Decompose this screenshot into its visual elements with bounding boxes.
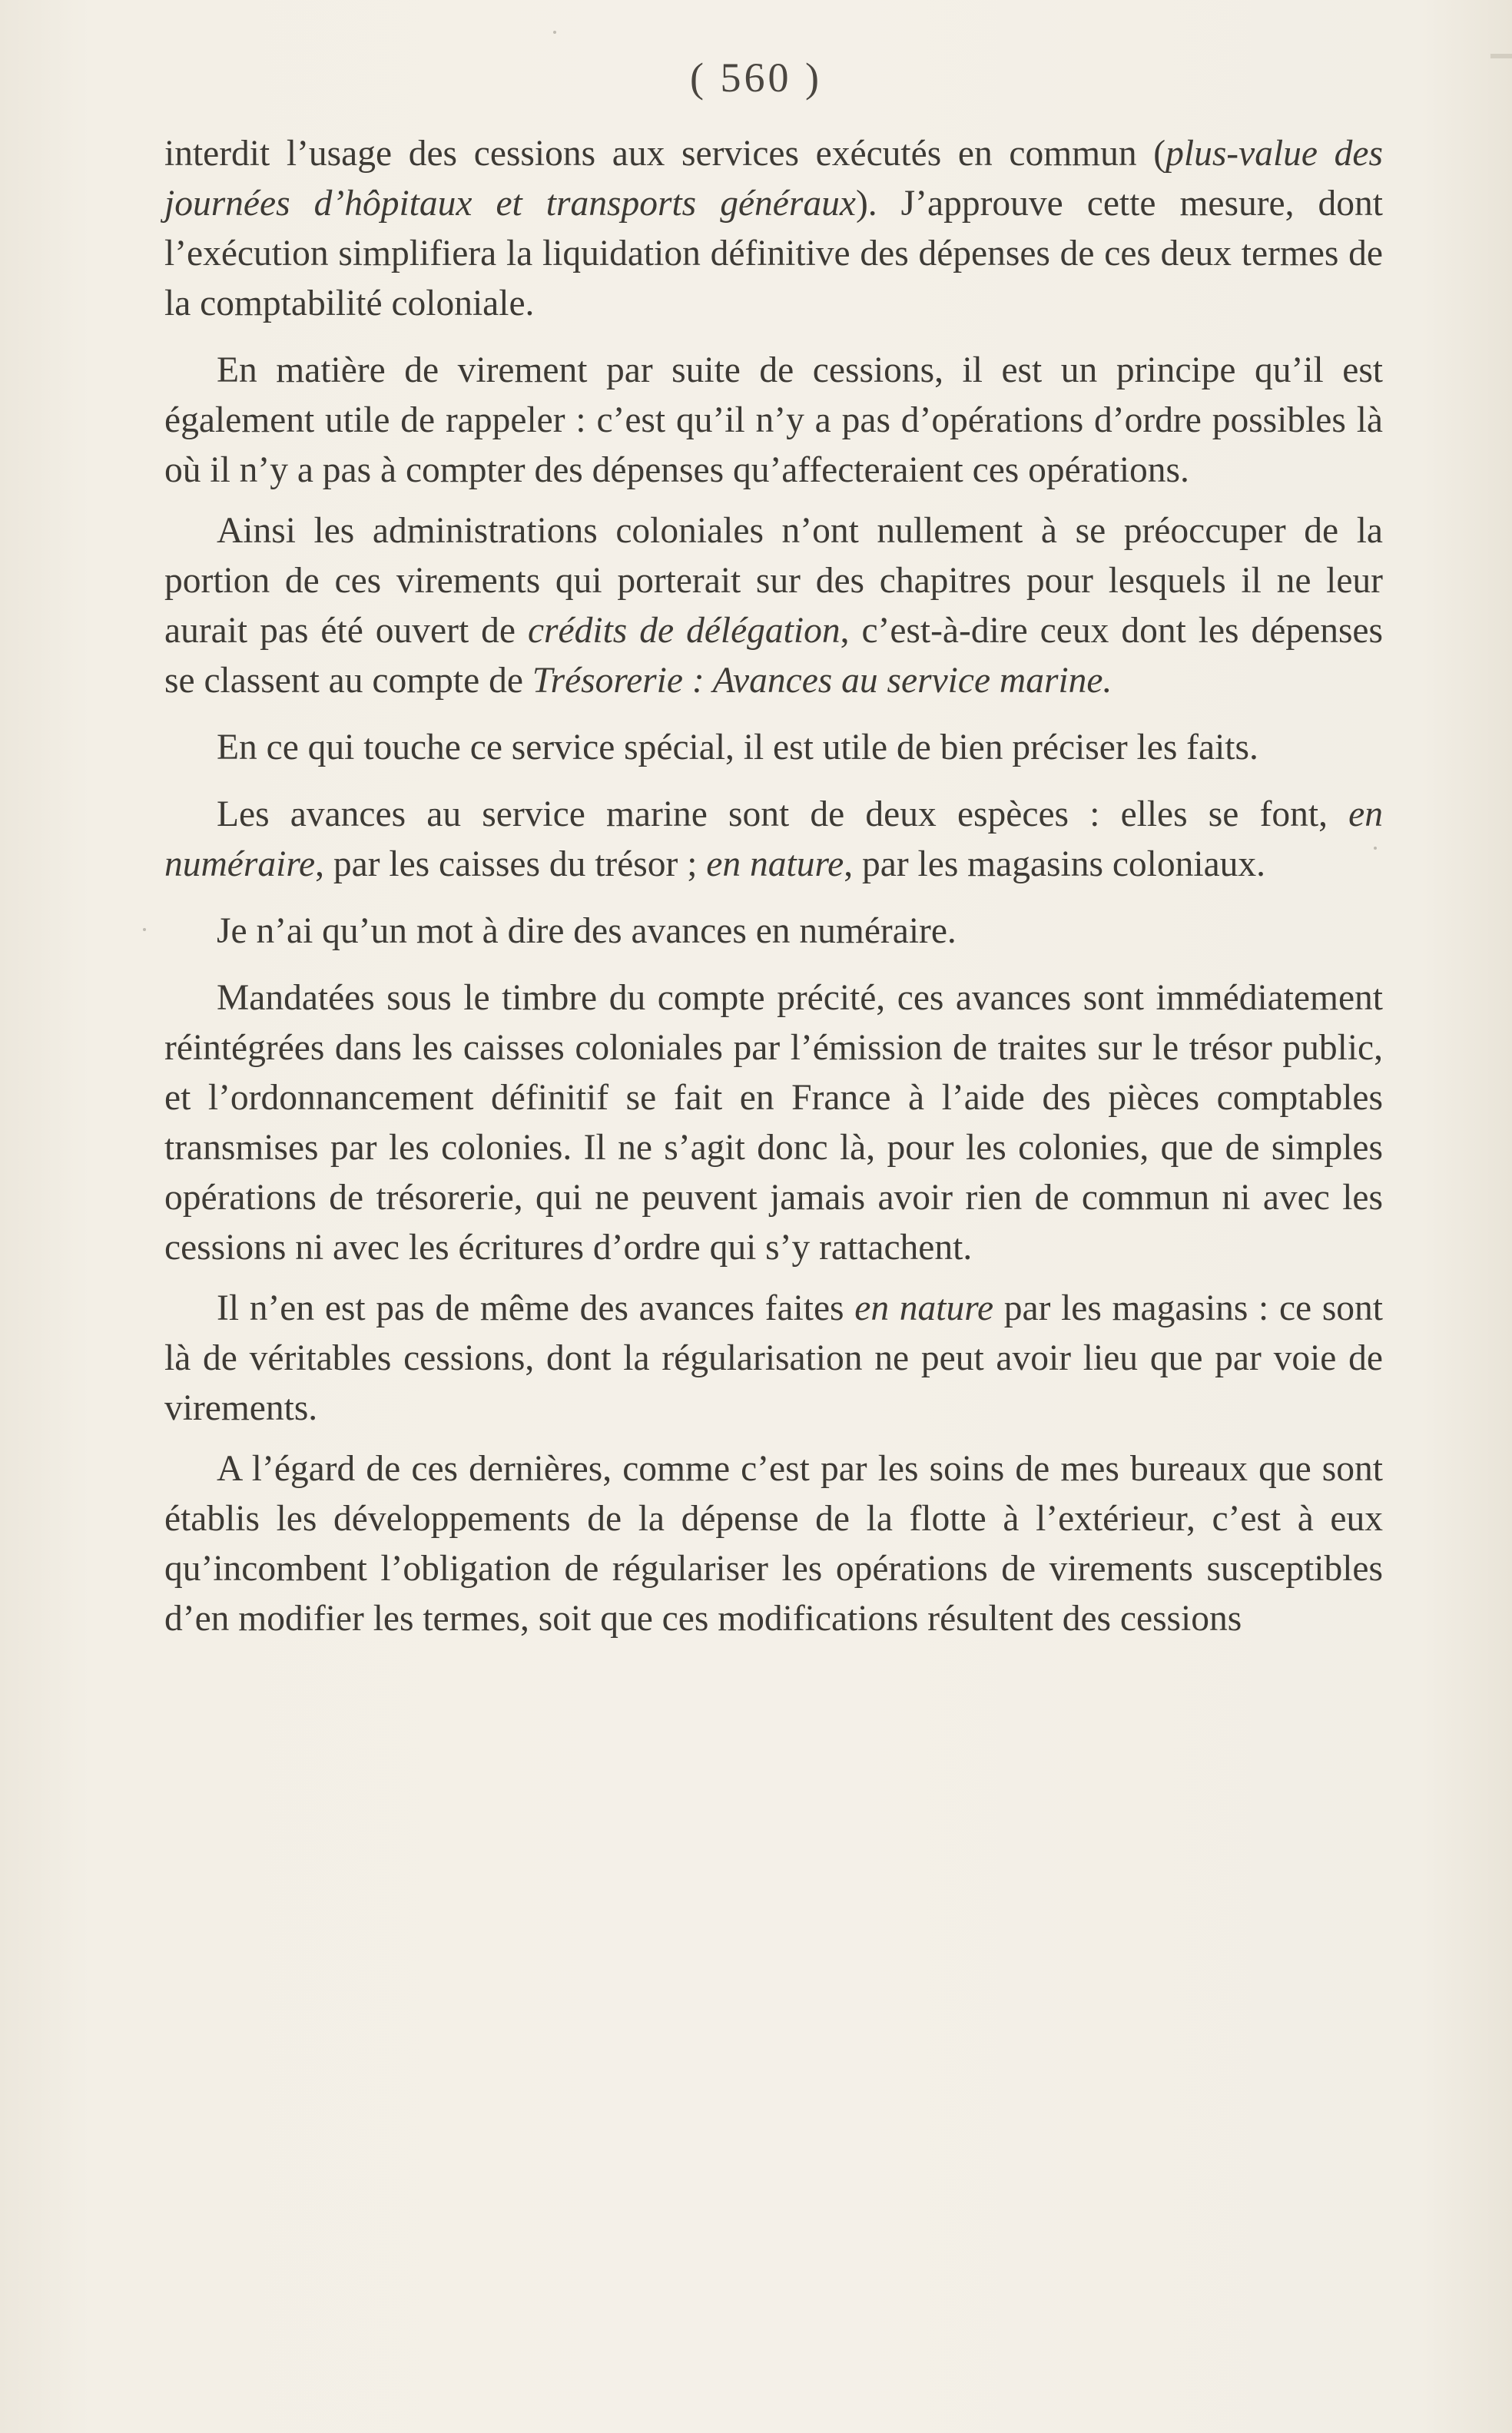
- text-run: ). J’approuve cette mesure, dont l’exécution simplifiera la liquidation définitive des dépenses de ces deux termes de la comptabilité coloniale.: [164, 184, 1383, 323]
- body-text: [164, 129, 1383, 1644]
- italic-text-run: Trésorerie : Avances au service marine.: [532, 661, 1112, 701]
- paragraph: [164, 723, 1383, 773]
- italic-text-run: en nature: [854, 1288, 994, 1328]
- text-run: interdit l’usage des cessions aux services exécutés en commun (: [164, 134, 1166, 174]
- italic-text-run: en nature: [706, 844, 844, 884]
- text-run: Il n’en est pas de même des avances faites: [217, 1288, 855, 1328]
- paragraph: [164, 506, 1383, 706]
- italic-text-run: crédits de délégation: [527, 611, 841, 651]
- text-run: par les magasins : ce sont là de véritables cessions, dont la régularisation ne peut avoir lieu que par voie de virements.: [164, 1288, 1383, 1428]
- paragraph: [164, 907, 1383, 956]
- paragraph: [164, 790, 1383, 890]
- text-run: Mandatées sous le timbre du compte précité, ces avances sont immédiatement réintégrées dans les caisses coloniales par l’émission de traites sur le trésor public, et l’ordonnancement définitif se fait en France à l’aide des pièces comptables transmises par les colonies. Il ne s’agit donc là, pour les colonies, que de simples opérations de trésorerie, qui ne peuvent jamais avoir rien de commun ni avec les cessions ni avec les écritures d’ordre qui s’y rattachent.: [164, 978, 1383, 1268]
- text-run: En matière de virement par suite de cessions, il est un principe qu’il est également utile de rappeler : c’est qu’il n’y a pas d’opérations d’ordre possibles là où il n’y a pas à compter des dépenses qu’affecteraient ces opérations.: [164, 350, 1383, 490]
- paragraph: [164, 129, 1383, 329]
- text-run: Je n’ai qu’un mot à dire des avances en numéraire.: [217, 911, 957, 951]
- text-run: Les avances au service marine sont de deux espèces : elles se font,: [217, 794, 1349, 834]
- text-run: En ce qui touche ce service spécial, il est utile de bien préciser les faits.: [217, 728, 1258, 767]
- text-run: , c’est-à-dire ceux dont les dépenses se classent au compte de: [164, 611, 1383, 701]
- paper-speck: [553, 31, 556, 34]
- paragraph: [164, 346, 1383, 496]
- paragraph: [164, 1284, 1383, 1434]
- text-run: , par les caisses du trésor ;: [315, 844, 707, 884]
- paper-speck: [143, 928, 146, 931]
- paragraph: [164, 973, 1383, 1273]
- text-run: A l’égard de ces dernières, comme c’est par les soins de mes bureaux que sont établis les développements de la dépense de la flotte à l’extérieur, c’est à eux qu’incombent l’obligation de régulariser les opérations de virements susceptibles d’en modifier les termes, soit que ces modifications résultent des cessions: [164, 1449, 1383, 1639]
- page-number: ( 560 ): [690, 55, 822, 101]
- paper-speck: [1374, 847, 1377, 850]
- text-run: Ainsi les administrations coloniales n’ont nullement à se préoccuper de la portion de ces virements qui porterait sur des chapitres pour lesquels il ne leur aurait pas été ouvert de: [164, 511, 1383, 651]
- paragraph: [164, 1444, 1383, 1644]
- text-run: , par les magasins coloniaux.: [844, 844, 1266, 884]
- italic-text-run: en numéraire: [164, 794, 1383, 884]
- italic-text-run: plus-value des journées d’hôpitaux et transports généraux: [164, 134, 1383, 224]
